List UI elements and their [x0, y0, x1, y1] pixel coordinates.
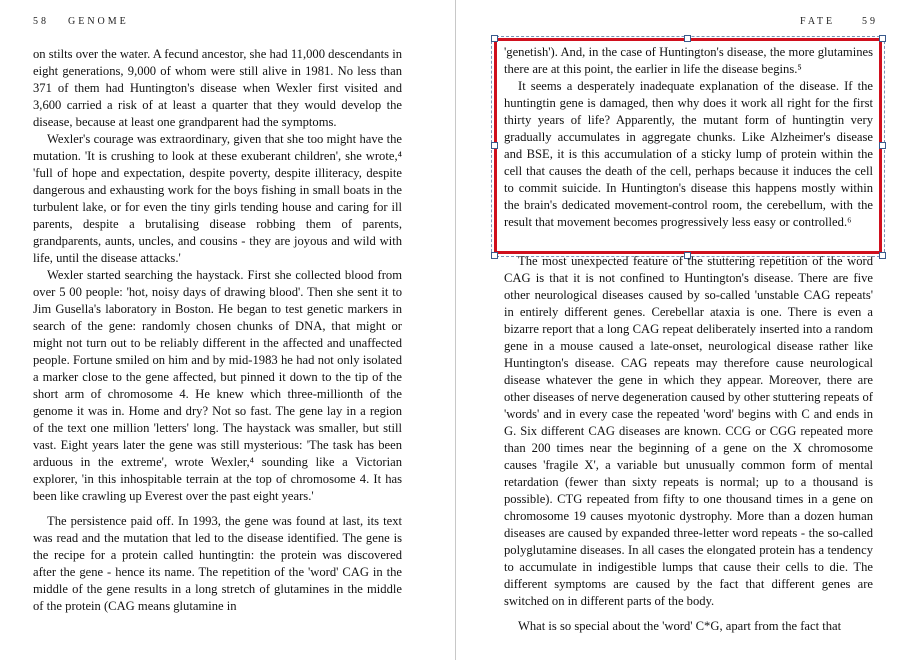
resize-handle-bottom-left[interactable] — [491, 252, 498, 259]
resize-handle-top-right[interactable] — [879, 35, 886, 42]
resize-handle-right[interactable] — [879, 142, 886, 149]
paragraph: Wexler started searching the haystack. First she collected blood from over 5 00 people: 'hot, noisy days of drawing blood'. Then she sent it to Jim Gusella's laboratory in Boston. He began to test genetic markers in search of the gene: randomly chosen chunks of DNA, that might or might not turn out to be reliably different in the affected and unaffected people. Fortune smiled on him and by mid-1983 he had not only isolated a marker close to the gene affected, but pinned it down to the tip of the short arm of chromosome 4. He knew which three-millionth of the genome it was in. Home and dry? Not so fast. The gene lay in a region of the text one million 'letters' long. The haystack was smaller, but still vast. Eight years later the gene was still mysterious: 'The task has been arduous in the extreme', wrote Wexler,⁴ sounding like a Victorian explorer, 'in this inhospitable terrain at the top of chromosome 4. It has been like crawling up Everest over the past eight years.' — [33, 268, 402, 503]
resize-handle-bottom-right[interactable] — [879, 252, 886, 259]
paragraph: What is so special about the 'word' C*G, apart from the fact that — [518, 619, 842, 633]
resize-handle-left[interactable] — [491, 142, 498, 149]
running-title-left: GENOME — [68, 16, 129, 27]
paragraph: 'genetish'). And, in the case of Huntington's disease, the more glutamines there are at this point, the earlier in life the disease begins.⁵ — [504, 45, 873, 76]
paragraph: It seems a desperately inadequate explanation of the disease. If the huntingtin gene is damaged, then why does it work all right for the first thirty years of life? Apparently, the mutant form of huntingtin very gradually accumulates in aggregate chunks. Like Alzheimer's disease and BSE, it is this accumulation of a sticky lump of protein within the cell that causes the death of the cell, perhaps because it induces the cell to commit suicide. In Huntington's disease this happens mostly within the brain's dedicated movement-control room, the cerebellum, with the result that movement becomes progressively less easy or controlled.⁶ — [504, 79, 873, 229]
paragraph: The most unexpected feature of the stuttering repetition of the word CAG is that it is not confined to Huntington's disease. There are five other neurological diseases caused by so-called 'unstable CAG repeats' in entirely different genes. Cerebellar ataxia is one. There is even a bizarre report that a long CAG repeat deliberately inserted into a random gene in a mouse caused a late-onset, neurological disease rather like Huntington's disease. CAG repeats may therefore cause neurological disease whatever the gene in which they appear. Moreover, there are other diseases of nerve degeneration caused by other stuttering repeats of 'words' and in every case the repeated 'word' begins with C and ends in G. Six different CAG diseases are known. CCG or CGG repeated more than 200 times near the beginning of a gene on the X chromosome causes 'fragile X', a variable but unusually common form of mental retardation (fewer than sixty repeats is normal; up to a thousand is possible). CTG repeated from fifty to one thousand times in a gene on chromosome 19 causes myotonic dystrophy. More than a dozen human diseases are caused by expanded three-letter word repeats - the so-called polyglutamine diseases. In all cases the elongated protein has a tendency to accumulate in indigestible lumps that cause their cells to die. The different symptoms are caused by the fact that different genes are switched on in different parts of the body. — [504, 254, 873, 608]
paragraph: Wexler's courage was extraordinary, given that she too might have the mutation. 'It is crushing to look at these exuberant children', she wrote,⁴ 'full of hope and expectation, despite poverty, despite illiteracy, despite dangerous and exhausting work for the boys fishing in small boats in the turbulent lake, or for even the tiny girls tending house and caring for ill parents, despite a brutalising disease robbing them of parents, grandparents, aunts, uncles, and cousins - they are joyous and wild with life, until the disease attacks.' — [33, 132, 402, 265]
left-body-text[interactable] — [33, 46, 402, 615]
resize-handle-top[interactable] — [684, 35, 691, 42]
page-number-left: 58 — [33, 16, 49, 27]
right-body-text[interactable] — [504, 253, 873, 635]
resize-handle-top-left[interactable] — [491, 35, 498, 42]
selected-body-text[interactable] — [504, 44, 873, 231]
running-title-right: FATE — [800, 16, 836, 27]
page-number-right: 59 — [862, 16, 878, 27]
paragraph: The persistence paid off. In 1993, the gene was found at last, its text was read and the mutation that led to the disease identified. The gene is the recipe for a protein called huntingtin: the protein was discovered after the gene - hence its name. The repetition of the 'word' CAG in the middle of the gene results in a long stretch of glutamines in the middle of the protein (CAG means glutamine in — [33, 514, 402, 613]
paragraph: on stilts over the water. A fecund ancestor, she had 11,000 descendants in eight generations, 9,000 of whom were still alive in 1981. No less than 371 of them had Huntington's disease when Wexler first visited and 3,600 carried a risk of at least a quarter that they would develop the disease, because at least one grandparent had the symptoms. — [33, 47, 402, 129]
